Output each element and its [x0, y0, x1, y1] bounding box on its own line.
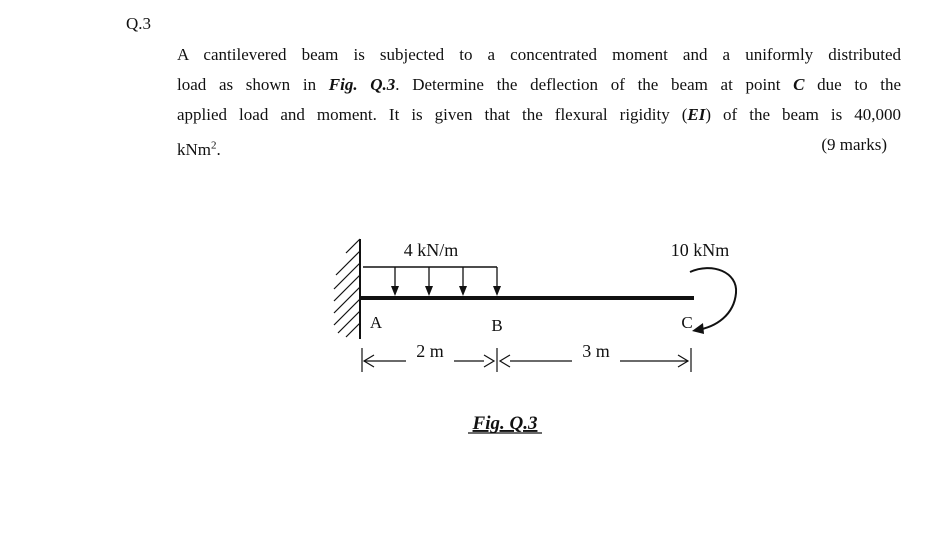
udl-label: 4 kN/m [403, 240, 459, 260]
udl-arrows [391, 267, 501, 296]
text-segment: due to the [804, 75, 902, 94]
text-segment: kNm [177, 139, 211, 159]
udl-arrow-icon [493, 267, 501, 296]
text-segment: ) of the beam is 40,000 [705, 105, 901, 124]
text-segment: 2 [211, 139, 217, 151]
text-segment: Fig. Q.3 [328, 75, 396, 94]
point-c-label: C [681, 313, 693, 332]
udl-arrow-icon [425, 267, 433, 296]
udl-arrow-icon [459, 267, 467, 296]
dimension-bc-label: 3 m [582, 341, 610, 361]
text-segment: . Determine the deflection of the beam at point [395, 75, 794, 94]
text-segment: EI [687, 105, 706, 124]
question-number: Q.3 [126, 14, 152, 33]
moment-label: 10 kNm [670, 240, 730, 260]
support-hatching [334, 239, 360, 337]
dimension-ab-label: 2 m [416, 341, 444, 361]
text-segment: load as shown in [177, 75, 329, 94]
marks-label: (9 marks) [821, 135, 887, 154]
point-a-label: A [369, 313, 383, 332]
text-segment: applied load and moment. It is given that the flexural rigidity ( [177, 105, 688, 124]
figure-caption: Fig. Q.3 [472, 413, 538, 434]
text-segment: . [216, 139, 221, 159]
moment-arrowhead-icon [692, 323, 704, 334]
udl-arrow-icon [391, 267, 399, 296]
text-segment: C [793, 75, 805, 94]
text-segment: A cantilevered beam is subjected to a concentrated moment and a uniformly distributed [177, 45, 901, 64]
point-b-label: B [491, 316, 503, 335]
moment-arc [690, 268, 736, 330]
